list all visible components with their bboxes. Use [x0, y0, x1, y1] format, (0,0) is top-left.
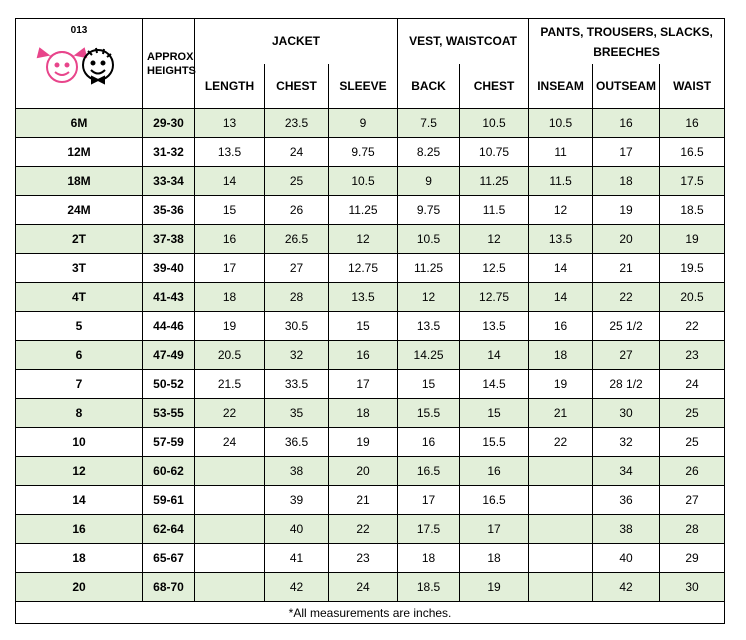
jacket-chest-cell: 28: [265, 283, 329, 312]
jacket-chest-cell: 42: [265, 573, 329, 602]
header-vest-chest: CHEST: [460, 64, 529, 109]
waist-cell: 18.5: [660, 196, 725, 225]
jacket-chest-cell: 32: [265, 341, 329, 370]
back-cell: 16: [398, 428, 460, 457]
outseam-cell: 25 1/2: [593, 312, 660, 341]
back-cell: 17.5: [398, 515, 460, 544]
jacket-length-cell: 24: [195, 428, 265, 457]
outseam-cell: 27: [593, 341, 660, 370]
table-row: [16, 283, 725, 312]
table-row: [16, 341, 725, 370]
size-cell: 8: [16, 399, 143, 428]
jacket-length-cell: 17: [195, 254, 265, 283]
size-cell: 12: [16, 457, 143, 486]
back-cell: 17: [398, 486, 460, 515]
vest-chest-cell: 15: [460, 399, 529, 428]
back-cell: 15.5: [398, 399, 460, 428]
table-row: [16, 370, 725, 399]
height-cell: 33-34: [143, 167, 195, 196]
size-cell: 7: [16, 370, 143, 399]
height-cell: 62-64: [143, 515, 195, 544]
waist-cell: 22: [660, 312, 725, 341]
back-cell: 15: [398, 370, 460, 399]
table-row: [16, 254, 725, 283]
sleeve-cell: 20: [329, 457, 398, 486]
jacket-chest-cell: 38: [265, 457, 329, 486]
jacket-chest-cell: 36.5: [265, 428, 329, 457]
table-row: [16, 457, 725, 486]
inseam-cell: 14: [529, 254, 593, 283]
size-chart-table: [15, 18, 725, 624]
size-cell: 2T: [16, 225, 143, 254]
vest-chest-cell: 19: [460, 573, 529, 602]
jacket-length-cell: 18: [195, 283, 265, 312]
header-approx-heights: [143, 19, 195, 109]
outseam-cell: 21: [593, 254, 660, 283]
waist-cell: 30: [660, 573, 725, 602]
size-cell: 4T: [16, 283, 143, 312]
jacket-length-cell: 14: [195, 167, 265, 196]
height-cell: 29-30: [143, 109, 195, 138]
back-cell: 10.5: [398, 225, 460, 254]
boy-face-icon: [83, 48, 113, 83]
inseam-cell: [529, 515, 593, 544]
vest-chest-cell: 12.75: [460, 283, 529, 312]
vest-chest-cell: 12: [460, 225, 529, 254]
logo-cell: [16, 19, 143, 109]
jacket-chest-cell: 30.5: [265, 312, 329, 341]
jacket-length-cell: 13: [195, 109, 265, 138]
size-cell: 14: [16, 486, 143, 515]
back-cell: 13.5: [398, 312, 460, 341]
jacket-length-cell: 21.5: [195, 370, 265, 399]
header-outseam: OUTSEAM: [593, 64, 660, 109]
outseam-cell: 28 1/2: [593, 370, 660, 399]
height-cell: 68-70: [143, 573, 195, 602]
sleeve-cell: 17: [329, 370, 398, 399]
outseam-cell: 36: [593, 486, 660, 515]
jacket-length-cell: 13.5: [195, 138, 265, 167]
waist-cell: 25: [660, 428, 725, 457]
vest-chest-cell: 14.5: [460, 370, 529, 399]
outseam-cell: 18: [593, 167, 660, 196]
size-chart: [15, 18, 725, 624]
header-pants-line1: PANTS, TROUSERS, SLACKS,: [540, 25, 713, 40]
height-cell: 41-43: [143, 283, 195, 312]
sleeve-cell: 9.75: [329, 138, 398, 167]
table-row: [16, 196, 725, 225]
size-cell: 24M: [16, 196, 143, 225]
inseam-cell: 11.5: [529, 167, 593, 196]
waist-cell: 23: [660, 341, 725, 370]
header-length: LENGTH: [195, 64, 265, 109]
measurement-note: *All measurements are inches.: [16, 602, 725, 624]
back-cell: 18: [398, 544, 460, 573]
table-row: [16, 167, 725, 196]
size-cell: 6: [16, 341, 143, 370]
sleeve-cell: 19: [329, 428, 398, 457]
logo-number: 013: [70, 25, 88, 36]
outseam-cell: 16: [593, 109, 660, 138]
vest-chest-cell: 17: [460, 515, 529, 544]
outseam-cell: 20: [593, 225, 660, 254]
jacket-chest-cell: 35: [265, 399, 329, 428]
outseam-cell: 40: [593, 544, 660, 573]
height-cell: 60-62: [143, 457, 195, 486]
inseam-cell: 21: [529, 399, 593, 428]
waist-cell: 24: [660, 370, 725, 399]
waist-cell: 20.5: [660, 283, 725, 312]
jacket-length-cell: 15: [195, 196, 265, 225]
header-vest-waistcoat: VEST, WAISTCOAT: [398, 19, 529, 64]
inseam-cell: 19: [529, 370, 593, 399]
waist-cell: 16.5: [660, 138, 725, 167]
header-inseam: INSEAM: [529, 64, 593, 109]
waist-cell: 19: [660, 225, 725, 254]
header-approx-line2: HEIGHTS: [147, 64, 196, 77]
height-cell: 31-32: [143, 138, 195, 167]
outseam-cell: 22: [593, 283, 660, 312]
outseam-cell: 34: [593, 457, 660, 486]
back-cell: 11.25: [398, 254, 460, 283]
jacket-length-cell: [195, 515, 265, 544]
height-cell: 44-46: [143, 312, 195, 341]
height-cell: 59-61: [143, 486, 195, 515]
header-pants-line2: BREECHES: [593, 45, 660, 60]
waist-cell: 29: [660, 544, 725, 573]
inseam-cell: 22: [529, 428, 593, 457]
sleeve-cell: 9: [329, 109, 398, 138]
size-cell: 16: [16, 515, 143, 544]
inseam-cell: 12: [529, 196, 593, 225]
sleeve-cell: 16: [329, 341, 398, 370]
jacket-length-cell: 19: [195, 312, 265, 341]
outseam-cell: 42: [593, 573, 660, 602]
inseam-cell: 10.5: [529, 109, 593, 138]
vest-chest-cell: 10.5: [460, 109, 529, 138]
back-cell: 18.5: [398, 573, 460, 602]
sleeve-cell: 24: [329, 573, 398, 602]
back-cell: 12: [398, 283, 460, 312]
jacket-length-cell: [195, 544, 265, 573]
inseam-cell: 18: [529, 341, 593, 370]
outseam-cell: 38: [593, 515, 660, 544]
inseam-cell: [529, 486, 593, 515]
jacket-length-cell: 16: [195, 225, 265, 254]
jacket-length-cell: 22: [195, 399, 265, 428]
sleeve-cell: 18: [329, 399, 398, 428]
waist-cell: 16: [660, 109, 725, 138]
sleeve-cell: 21: [329, 486, 398, 515]
outseam-cell: 19: [593, 196, 660, 225]
height-cell: 37-38: [143, 225, 195, 254]
vest-chest-cell: 11.25: [460, 167, 529, 196]
height-cell: 65-67: [143, 544, 195, 573]
inseam-cell: 13.5: [529, 225, 593, 254]
inseam-cell: 14: [529, 283, 593, 312]
jacket-chest-cell: 23.5: [265, 109, 329, 138]
girl-face-icon: [38, 49, 86, 82]
waist-cell: 19.5: [660, 254, 725, 283]
jacket-length-cell: [195, 486, 265, 515]
sleeve-cell: 12: [329, 225, 398, 254]
back-cell: 7.5: [398, 109, 460, 138]
inseam-cell: [529, 573, 593, 602]
back-cell: 9.75: [398, 196, 460, 225]
vest-chest-cell: 15.5: [460, 428, 529, 457]
size-cell: 20: [16, 573, 143, 602]
vest-chest-cell: 12.5: [460, 254, 529, 283]
sleeve-cell: 11.25: [329, 196, 398, 225]
inseam-cell: [529, 457, 593, 486]
sleeve-cell: 15: [329, 312, 398, 341]
inseam-cell: [529, 544, 593, 573]
vest-chest-cell: 18: [460, 544, 529, 573]
inseam-cell: 11: [529, 138, 593, 167]
inseam-cell: 16: [529, 312, 593, 341]
outseam-cell: 17: [593, 138, 660, 167]
height-cell: 53-55: [143, 399, 195, 428]
waist-cell: 27: [660, 486, 725, 515]
size-cell: 12M: [16, 138, 143, 167]
sleeve-cell: 23: [329, 544, 398, 573]
jacket-length-cell: [195, 573, 265, 602]
size-cell: 3T: [16, 254, 143, 283]
back-cell: 16.5: [398, 457, 460, 486]
jacket-length-cell: [195, 457, 265, 486]
sleeve-cell: 13.5: [329, 283, 398, 312]
header-approx-line1: APPROX: [147, 50, 194, 63]
waist-cell: 17.5: [660, 167, 725, 196]
table-row: [16, 138, 725, 167]
size-cell: 10: [16, 428, 143, 457]
back-cell: 9: [398, 167, 460, 196]
table-row: [16, 312, 725, 341]
header-pants: [529, 19, 725, 64]
waist-cell: 25: [660, 399, 725, 428]
jacket-chest-cell: 33.5: [265, 370, 329, 399]
jacket-chest-cell: 27: [265, 254, 329, 283]
vest-chest-cell: 14: [460, 341, 529, 370]
table-row: [16, 544, 725, 573]
jacket-chest-cell: 40: [265, 515, 329, 544]
girl-boy-faces-logo: [32, 37, 128, 89]
back-cell: 8.25: [398, 138, 460, 167]
header-jacket: JACKET: [195, 19, 398, 64]
jacket-chest-cell: 26.5: [265, 225, 329, 254]
jacket-length-cell: 20.5: [195, 341, 265, 370]
sleeve-cell: 22: [329, 515, 398, 544]
size-cell: 18: [16, 544, 143, 573]
jacket-chest-cell: 26: [265, 196, 329, 225]
table-row: [16, 225, 725, 254]
height-cell: 35-36: [143, 196, 195, 225]
height-cell: 47-49: [143, 341, 195, 370]
header-back: BACK: [398, 64, 460, 109]
back-cell: 14.25: [398, 341, 460, 370]
sleeve-cell: 10.5: [329, 167, 398, 196]
header-jacket-chest: CHEST: [265, 64, 329, 109]
table-row: [16, 515, 725, 544]
vest-chest-cell: 16.5: [460, 486, 529, 515]
header-sleeve: SLEEVE: [329, 64, 398, 109]
header-waist: WAIST: [660, 64, 725, 109]
size-rows: [16, 109, 725, 602]
vest-chest-cell: 11.5: [460, 196, 529, 225]
outseam-cell: 30: [593, 399, 660, 428]
outseam-cell: 32: [593, 428, 660, 457]
jacket-chest-cell: 25: [265, 167, 329, 196]
size-cell: 18M: [16, 167, 143, 196]
vest-chest-cell: 13.5: [460, 312, 529, 341]
table-row: [16, 573, 725, 602]
vest-chest-cell: 16: [460, 457, 529, 486]
waist-cell: 26: [660, 457, 725, 486]
vest-chest-cell: 10.75: [460, 138, 529, 167]
sleeve-cell: 12.75: [329, 254, 398, 283]
table-row: [16, 109, 725, 138]
jacket-chest-cell: 39: [265, 486, 329, 515]
table-row: [16, 486, 725, 515]
table-row: [16, 399, 725, 428]
table-row: [16, 428, 725, 457]
jacket-chest-cell: 24: [265, 138, 329, 167]
height-cell: 50-52: [143, 370, 195, 399]
height-cell: 39-40: [143, 254, 195, 283]
size-cell: 5: [16, 312, 143, 341]
height-cell: 57-59: [143, 428, 195, 457]
jacket-chest-cell: 41: [265, 544, 329, 573]
waist-cell: 28: [660, 515, 725, 544]
size-cell: 6M: [16, 109, 143, 138]
